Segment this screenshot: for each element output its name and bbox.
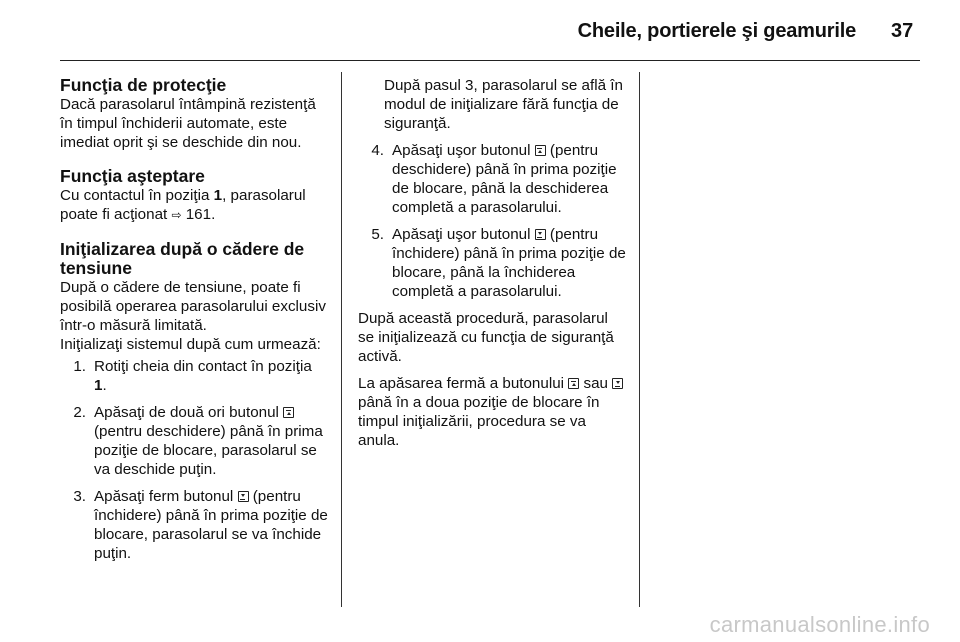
standby-text-a: Cu contactul în poziţia bbox=[60, 187, 214, 204]
section-body-initialization: După o cădere de tensiune, poate fi posibilă operarea parasolarului exclusiv într-o măsură limitată. bbox=[60, 279, 326, 334]
section-title-standby: Funcţia aşteptare bbox=[60, 166, 205, 186]
paragraph-cancel bbox=[358, 374, 626, 450]
column-divider-right bbox=[639, 72, 640, 607]
item5-text-a: Apăsaţi uşor butonul bbox=[392, 226, 535, 243]
section-body-initialization-2: Iniţializaţi sistemul după cum urmează: bbox=[60, 336, 321, 353]
item2-text-a: Apăsaţi de două ori butonul bbox=[94, 404, 284, 421]
section-title-initialization: Iniţializarea după o cădere de tensiune bbox=[60, 239, 305, 278]
header-rule bbox=[60, 60, 920, 61]
list-item bbox=[358, 225, 626, 301]
section-body-standby bbox=[60, 186, 328, 225]
sunroof-open-button-icon bbox=[535, 145, 546, 156]
list-item-number: 2. bbox=[73, 404, 86, 421]
list-item-text bbox=[392, 141, 626, 217]
list-item-text bbox=[94, 403, 328, 479]
page-header-title: Cheile, portierele şi geamurile bbox=[577, 20, 856, 42]
list-item-text bbox=[392, 225, 626, 301]
list-item-text bbox=[94, 487, 328, 563]
sunroof-close-button-icon bbox=[612, 378, 623, 389]
standby-text-c: , parasolarul poate fi acţionat bbox=[60, 187, 306, 223]
list-item-number: 1. bbox=[73, 358, 86, 375]
sunroof-close-button-icon bbox=[535, 229, 546, 240]
list-item-number: 4. bbox=[371, 142, 384, 159]
list-item-number: 5. bbox=[371, 226, 384, 243]
left-column bbox=[60, 76, 328, 563]
para2-text-b: sau bbox=[579, 375, 613, 392]
ignition-position-1: 1 bbox=[213, 187, 223, 204]
watermark: carmanualsonline.info bbox=[709, 612, 930, 637]
item3-continuation: După pasul 3, parasolarul se află în modul de iniţializare fără funcţia de siguranţă. bbox=[384, 77, 623, 132]
item2-text-b: (pentru deschidere) până în prima poziţie de blocare, parasolarul se va deschide puţin. bbox=[94, 423, 323, 478]
right-column bbox=[358, 76, 626, 450]
list-item bbox=[358, 141, 626, 217]
list-item bbox=[60, 487, 328, 563]
item1-text-a: Rotiţi cheia din contact în poziţia bbox=[94, 358, 312, 375]
list-item-number: 3. bbox=[73, 488, 86, 505]
item4-text-b: (pentru deschidere) până în prima poziţie de blocare, până la deschiderea completă a parasolarului. bbox=[392, 142, 617, 216]
item1-text-c: . bbox=[102, 377, 107, 394]
para2-text-a: La apăsarea fermă a butonului bbox=[358, 375, 569, 392]
sunroof-open-button-icon bbox=[568, 378, 579, 389]
sunroof-open-button-icon bbox=[283, 407, 294, 418]
item3-text-b: (pentru închidere) până în prima poziţie de blocare, parasolarul se va închide puţin. bbox=[94, 488, 328, 562]
item4-text-a: Apăsaţi uşor butonul bbox=[392, 142, 535, 159]
column-divider-left bbox=[341, 72, 342, 607]
list-item-text bbox=[94, 357, 328, 395]
para2-text-c: până în a doua poziţie de blocare în timpul iniţializării, procedura se va anula. bbox=[358, 394, 600, 449]
section-title-protection: Funcţia de protecţie bbox=[60, 75, 227, 95]
section-body-protection: Dacă parasolarul întâmpină rezistenţă în timpul închiderii automate, este imediat oprit şi se deschide din nou. bbox=[60, 96, 316, 151]
item3-text-a: Apăsaţi ferm butonul bbox=[94, 488, 238, 505]
item5-text-b: (pentru închidere) până în prima poziţie de blocare, până la închiderea completă a parasolarului. bbox=[392, 226, 626, 300]
page-number: 37 bbox=[891, 20, 914, 42]
sunroof-close-button-icon bbox=[238, 491, 249, 502]
page-reference-arrow-icon: ⇨ bbox=[171, 208, 182, 222]
page-reference-link[interactable]: 161. bbox=[181, 206, 216, 223]
paragraph-after-procedure: După această procedură, parasolarul se iniţializează cu funcţia de siguranţă activă. bbox=[358, 310, 614, 365]
list-item bbox=[60, 357, 328, 395]
item1-position: 1 bbox=[94, 377, 103, 394]
list-item bbox=[60, 403, 328, 479]
